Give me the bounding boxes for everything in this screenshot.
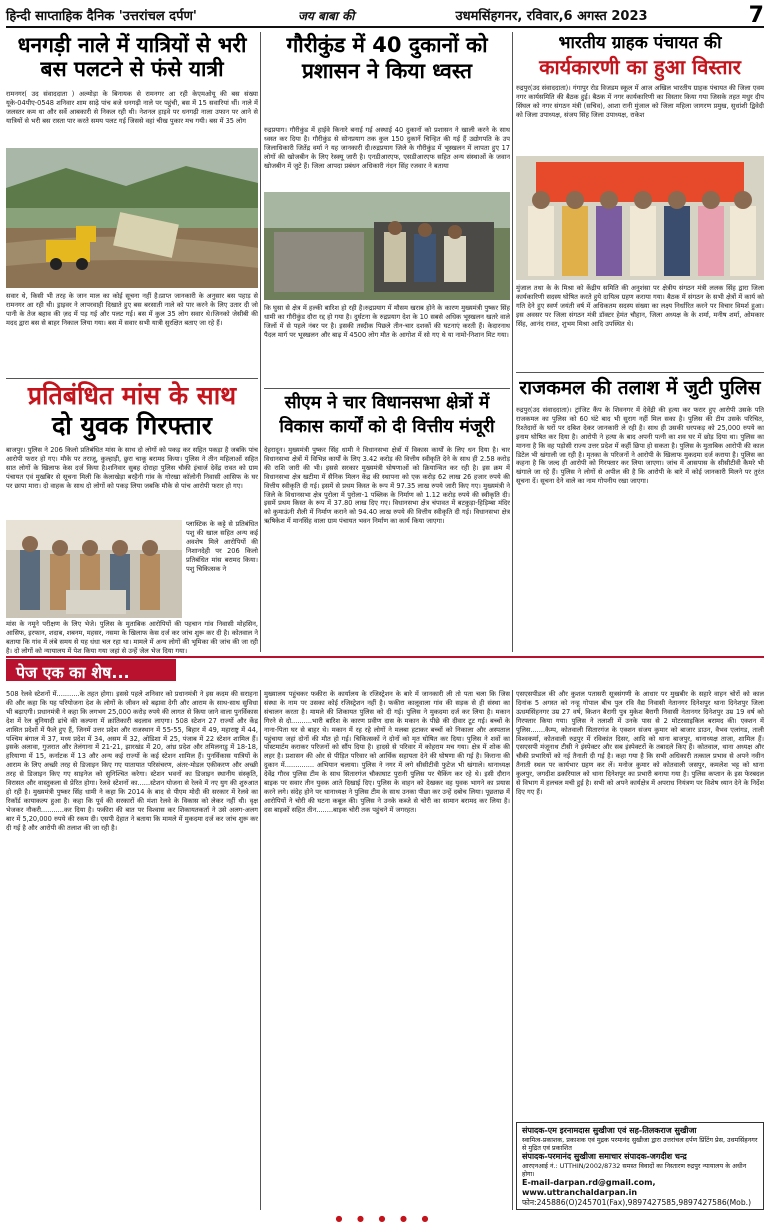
- bus-accident-photo: [6, 148, 258, 288]
- divider: [6, 378, 258, 379]
- article3-headline-line2: प्रशासन ने किया ध्वस्त: [301, 59, 472, 83]
- continuation-column-3: एसएसपीडल की और कुशल पतासरी सूत्रसंगणी के आधार पर मुखबीर के सहारे वाहन चोरों को काल दिनांक 5 अगस्त को नन्हू गोपाल बीच पुल रवि वैद्य निवासी नेतानगर दिनेशपुर थाना दिनेशपुर जिला ऊधमसिंहनगर उम्र 27 वर्ष, किशन बैरागी पुत्र मुकेश बैरागी निवासी नेतानगर दिनेशपुर उम्र 19 वर्ष को गिरफ्तार किया गया। पुलिस ने तलाशी में उनके पास से 2 मोटरसाइकिल बरामद की। एक्शन में पुलिस.......कैम्प, कोतवाली सितारगंज के एक्शन संजय कुमार को बाजार डाउन, वैभव एलांगड, ताली विश्वकर्मा, कोतवाली रुद्रपुर में रविकांत दिसर, आदि को थाना बाजपुर, थानाध्यक्ष ताजा, शामिल हैं। एसएसपी मंजूनाथ टीसी ने इंस्पेक्टर और सब इंस्पेक्टरों के तबादले किए हैं। कोतवाल, थाना अध्यक्ष और चौकी प्रभारियों को नई तैनाती दी गई है। कहा गया है कि सभी अधिकारी तत्काल प्रभाव से अपने नवीन तैनाती स्थल पर कार्यभार ग्रहण कर लें। मनोज कुमार को कोतवाली जसपुर, कमलेश भट्ट को थाना कुलपुर, जगदीश ढकरियाल को थाना दिनेशपुर का प्रभारी बनाया गया है। पुलिस कप्तान के इस फेरबदल से विभाग में हलचल मची हुई है। सभी को अपने कार्यक्षेत्र में अपराध नियंत्रण पर विशेष ध्यान देने के निर्देश दिए गए हैं।: [516, 690, 764, 796]
- article6-headline: राजकमल की तलाश में जुटी पुलिस: [519, 377, 761, 399]
- column-rule: [512, 690, 513, 1210]
- article3-body: रुद्रप्रयाग। गौरीकुंड में हाईवे किनारे बनाई गई अस्थाई 40 दुकानों को प्रशासन ने खाली करने के साथ ध्वस्त कर दिया है। गौरीकुंड से सोनप्रयाग तक कुल 150 दुकानें चिन्हित की गई हैं उद्योगपति के उप जिलाधिकारी जितेंद्र वर्मा ने यह जानकारी दी।रुद्रप्रयाग जिले के गौरीकुंड में भूस्खलन में लापता हुए 17 लोगों की खोजबीन के लिए रेस्क्यू जारी है। एनडीआरएफ, एसडीआरएफ सहित अन्य संस्थाओं के जवान खोजबीन में जुटे हैं। जिला आपदा प्रबंधन अधिकारी नंदन सिंह रजवार ने बताया: [264, 126, 510, 170]
- continued-banner: पेज एक का शेष...: [6, 659, 176, 681]
- masthead-center: जय बाबा की: [297, 8, 355, 23]
- article2-headline-line2: दो युवक गिरफ्तार: [52, 411, 212, 440]
- masthead-left: हिन्दी साप्ताहिक दैनिक 'उत्तरांचल दर्पण': [6, 9, 197, 24]
- article5-body: रुद्रपुर(उद संवाददाता)। गंगापुर रोड विजडम स्कूल में आज अखिल भारतीय ग्राहक पंचायत की जिला एवम नगर कार्यसमिति की बैठक हुई। बैठक में नगर कार्यकारिणी का विस्तार किया गया जिसके तहत मधुर दीप सिंघल को नगर संगठन मंत्री (सचिव), आशा रानी मुंजाल को जिला महिला जागरण प्रमुख, सुधांशी द्विवेदी को जिला उपाध्यक्ष, संजय सिंह जिला उपाध्यक्ष, राकेश: [516, 84, 764, 119]
- imprint-sub-editors: संपादक-परमानंद सुखीजा समाचार संपादक-जगदीश चन्द्र: [522, 1152, 687, 1161]
- imprint-box: [516, 1122, 764, 1210]
- imprint-email: E-mail-darpan.rd@gmail.com, www.uttranchaldarpan.in: [522, 1178, 656, 1197]
- article1-body-continued: सवार थे, किसी भी तरह के जान माल का कोई सूचना नहीं है।प्राप्त जानकारी के अनुसार बस पहाड़ से रामनगर आ रही थी। ड्राइवर ने लापरवाही दिखाते हुए बस बरसाती नाले को पार करने के लिए उतार दी जो पानी के तेज बहाव की ज़द में पड़ गई और पलट गई। बस में कुल 35 लोग सवार थे।जिनको जेसीबी की मदद द्वारा बस से बाहर निकाल लिया गया। बस में सवार सभी यात्री सुरक्षित बताए जा रहे हैं।: [6, 292, 258, 327]
- divider: [264, 388, 510, 389]
- article3-headline-line1: गौरीकुंड में 40 दुकानों को: [286, 33, 488, 57]
- column-rule: [512, 32, 513, 652]
- footer-ornament: ● ● ● ● ●: [335, 1214, 435, 1223]
- banner-rule: [6, 656, 764, 658]
- masthead: [6, 4, 764, 28]
- article4-headline-line1: सीएम ने चार विधानसभा क्षेत्रों में: [284, 393, 490, 413]
- group-photo: [516, 156, 764, 280]
- imprint-editors: संपादक-एम इरनामदास सुखीजा एवं सह-तिलकराज सुखीजा: [522, 1126, 697, 1135]
- article2-body-side: प्लास्टिक के कट्टे से प्रतिबंधित पशु की खाल सहित अन्य कई अवशेष मिले आरोपियों की निशानदेही पर 206 किलो प्रतिबंधित मांस बरामद किया। पशु चिकित्सक ने: [186, 520, 258, 573]
- imprint-publisher: स्वामित्व-प्रकाशक, प्रकाशक एवं मुद्रक परमानंद सुखीजा द्वारा उत्तरांचल दर्पण प्रिंटिंग प्रेस, उधमसिंहनगर से मुद्रित एवं प्रकाशित: [522, 1136, 758, 1152]
- arrest-photo: [6, 520, 182, 618]
- divider: [516, 372, 764, 373]
- column-rule: [260, 32, 261, 652]
- page-number: 7: [748, 2, 764, 28]
- continuation-column-1: 508 रेलवे स्टेशनों में...........के तहत होगा। इससे पहले शनिवार को प्रधानमंत्री ने इस कदम की सराहना की और कहा कि यह परियोजना देश के लोगों के जीवन को बढ़ावा देगी और आराम के साथ-साथ सुविधा भी बढ़ाएगी। प्रधानमंत्री ने कहा कि लगभग 25,000 करोड़ रुपये की लागत से किया जाने वाला पुनर्विकास देश में रेल बुनियादी ढांचे की कल्पना में क्रांतिकारी बदलाव लाएगा। 508 स्टेशन 27 राज्यों और केंद्र शासित प्रदेशों में फैले हुए हैं, जिनमें उत्तर प्रदेश और राजस्थान में 55-55, बिहार में 49, महाराष्ट्र में 44, पश्चिम बंगाल में 37, मध्य प्रदेश में 34, असम में 32, ओडिशा में 25, पंजाब में 22 स्टेशन शामिल हैं। इसके अलावा, गुजरात और तेलंगाना में 21-21, झारखंड में 20, आंध्र प्रदेश और तमिलनाडु में 18-18, हरियाणा में 15, कर्नाटक में 13 और अन्य कई राज्यों के कई स्टेशन शामिल हैं। पुनर्विकास यात्रियों के आराम के लिए अच्छी तरह से डिजाइन किए गए यातायात परिसंचरण, अंतर-मोडल एकीकरण और अच्छी तरह से डिजाइन किए गए साइनेज को सुनिश्चित करेगा। स्टेशन भवनों का डिजाइन स्थानीय संस्कृति, विरासत और वास्तुकला से प्रेरित होगा। रेलवे स्टेशनों का......स्टेशन योजना से रेलवे में नए युग की शुरुआत हो रही है। मुख्यमंत्री पुष्कर सिंह धामी ने कहा कि 2014 के बाद से पीएम मोदी की सरकार में रेलवे का रिकॉर्ड कायाकल्प हुआ है। कहा कि पूर्व की सरकारों की मंशा रेलवे के विकास को लेकर नहीं थी। वृक्ष भेजकर नौकरी...........कर दिया है। फकीरा की बात पर विश्वास कर शिकायतकर्ता ने उसे अलग-अलग बार में 5,20,000 रुपये की रकम दी। एसपी देहात ने बताया कि मामले में मुकदमा दर्ज कर जांच शुरू कर दी गई है और आरोपी की तलाश की जा रही है।: [6, 690, 258, 832]
- imprint-phone: फोन:245886(O)245701(Fax),9897427585,9897427586(Mob.): [522, 1198, 752, 1207]
- article5-headline-line1: भारतीय ग्राहक पंचायत की: [558, 33, 722, 53]
- article4-headline-line2: विकास कार्यों को दी वित्तीय मंजूरी: [279, 417, 495, 437]
- article3-body-continued: कि घुसा से क्षेत्र में हल्की बारिश हो रही है।रुद्रप्रयाग में मौसम खराब होने के कारण मुख्यमंत्री पुष्कर सिंह धामी का गौरीकुंड दौरा रद्द हो गया है। दुर्घटना के रुद्रप्रयाग देश के 10 सबसे अधिक भूस्खलन खतरे वाले जिलों में से पहले नंबर पर है। इसकी तस्दीक पिछले तीन-चार दशकों की घटनाएं करती हैं। केदारनाथ पैदल मार्ग पर भूस्खलन और बाढ़ में 4500 लोग मौत के आगोश में सो गए थे या नामो-निशान मिट गया।: [264, 304, 510, 339]
- article6-body: रुद्रपुर(उद संवाददाता)। ट्रांजिट कैंप के शिवनगर में देवेंद्री की हत्या कर फरार हुए आरोपी उसके पति राजकमल का पुलिस को 60 घंटे बाद भी सुराग नहीं मिल सका है। पुलिस की टीम उसके परिचित, रिश्तेदारों के घरों पर दबिश देकर जानकारी ले रही है। साथ ही उसकी धरपकड़ को 25,000 रुपये का इनाम घोषित कर दिया है। आरोपी ने हत्या के बाद अपनी पत्नी का शव घर में छोड़ दिया था। पुलिस का मानना है कि वह पड़ोसी राज्य उत्तर प्रदेश में कहीं छिपा हो सकता है। पुलिस के मुताबिक आरोपी की काल डिटेल भी खंगाली जा रही है। मृतका के परिजनों ने आरोपी के खिलाफ मुकदमा दर्ज कराया है। पुलिस का कहना है कि जल्द ही आरोपी को गिरफ्तार कर लिया जाएगा। जांच में आसपास के सीसीटीवी कैमरे भी खंगाले जा रहे हैं। पुलिस ने लोगों से अपील की है कि आरोपी के बारे में कोई जानकारी मिलने पर तुरंत सूचना दें। सूचना देने वाले का नाम गोपनीय रखा जाएगा।: [516, 406, 764, 486]
- article1-body: रामनगर( उद संवाददाता ) अल्मोड़ा के बिनायक से रामनगर आ रही केएमओयू की बस संख्या यूके-04पीए-0548 शनिवार शाम साढ़े पांच बजे धनगढ़ी नाले पर पहुंची, बस में 15 सवारियां थीं। नाले में जलस्तर कम था और सर्वे आबकारी से निकल रही थी। नेशनल हाइवे पर धनगढ़ी नाला उफान पर आने से यात्रियों से भरी बस रास्ता पार करते समय पलट गई जिससे वहां चीख पुकार मच गयी। बस में 35 लोग: [6, 90, 258, 125]
- article4-body: देहरादून। मुख्यमंत्री पुष्कर सिंह धामी ने विधानसभा क्षेत्रों में विकास कार्यों के लिए धन दिया है। चार विधानसभा क्षेत्रों में विभिन्न कार्यों के लिए 3.42 करोड़ की वित्तीय स्वीकृति देने के साथ ही 2.58 करोड़ की राशि जारी की भी। इससे सरकार मुख्यमंत्री घोषणाओं को क्रियान्वित कर रही है। इस क्रम में विधानसभा क्षेत्र खटीमा में सैनिक मिलन केंद्र की स्थापना को एक करोड़ 62 लाख 26 हजार रुपये की वित्तीय स्वीकृति दी गई। इसमें से प्रथम किस्त के रूप में 97.35 लाख रुपये जारी किए गए। मुख्यमंत्री ने जिले के विधानसभा क्षेत्र पुरोला में पुरोला-1 पब्लिक के निर्माण को 1.12 करोड़ रुपये की स्वीकृति दी। इसमें प्रथम किस्त के रूप में 37.80 लाख दिए गए। विधानसभा क्षेत्र चंपावत में बटकुड़ा-हिड़िम्बा मंदिर को कुमाऊंनी शैली में निर्माण कराने को 94.40 लाख रुपये की वित्तीय स्वीकृति दी गई। विधानसभा क्षेत्र ऋषिकेश में मानसिंह वाला ग्राम पंचायत भवन निर्माण का कार्य किया जाएगा।: [264, 446, 510, 526]
- article5-body-continued: मुंजाल तथा के के मिश्रा को केंद्रीय समिति की अनुशंसा पर क्षेत्रीय संगठन मंत्री ललक सिंह द्वारा जिला कार्यकारिणी सदस्य घोषित करते हुये दायित्व ग्रहण कराया गया। बैठक में संगठन के सभी क्षेत्रों में कार्य को गति देने हुए स्वर्ण जयंती वर्ष में अधिकतम सदस्य संख्या का लक्ष्य निर्धारित करने पर विचार विमर्श हुआ। इस अवसर पर जिला संगठन मंत्री डॉक्टर हेमंत चौहान, जिला अध्यक्ष के के शर्मा, मनीष शर्मा, ओमकार सिंह, आनंद रावत, शुभम मिश्रा आदि उपस्थित थे।: [516, 284, 764, 328]
- article5-headline-line2: कार्यकारणी का हुआ विस्तार: [539, 55, 741, 79]
- column-rule: [260, 690, 261, 1210]
- demolition-photo: [264, 192, 510, 300]
- article2-body: बाजपुर। पुलिस ने 206 किलो प्रतिबंधित मांस के साथ दो लोगों को पकड़ कर सहित पकड़ा है जबकि पांच आरोपी फरार हो गए। मौके पर तराजू, कुल्हाड़ी, छुरा चाकू बरामद किया। पुलिस ने तीन महिलाओं सहित सात लोगों के खिलाफ केस दर्ज किया है।शनिवार सुबह दोराहा पुलिस चौकी इंचार्ज देवेंद्र रावत को ग्राम पंचायत एवं मुखबिर से सूचना मिली कि केलाखेड़ा बरहैनी गांव के गोरखा कॉलोनी निवासी आसिफ के घर पर छापा मारा। दो वाहक के साथ दो लोगों को पकड़ लिया जबकि मौके से पांच आरोपी फरार हो गए।: [6, 446, 258, 490]
- imprint-rni: आरएनआई नं.: UTTHIN/2002/8732 समस्त विवादों का निस्तारण रुद्रपुर न्यायालय के अधीन होगा।: [522, 1162, 747, 1178]
- article2-headline-line1: प्रतिबंधित मांस के साथ: [27, 381, 237, 410]
- masthead-right: उधमसिंहगनर, रविवार,6 अगस्त 2023: [455, 9, 648, 24]
- article1-headline: धनगड़ी नाले में यात्रियों से भरी बस पलटने से फंसे यात्री: [17, 33, 247, 81]
- article2-body-continued: मांस के नमूने परीक्षण के लिए भेजे। पुलिस के मुताबिक आरोपियों की पहचान गांव निवासी मोहसिन, आसिफ, इरफान, शदाब, शबनम, महसर, नसमा के खिलाफ केस दर्ज कर जांच शुरू कर दी है। कोतवाल ने बताया कि गांव में लंबे समय से यह धंधा चल रहा था। मामले में अन्य लोगों की भूमिका की जांच की जा रही है। दो लोगों को न्यायालय में पेश किया गया जहां से उन्हें जेल भेज दिया गया।: [6, 620, 258, 654]
- continuation-column-2: मुख्यालय पहुंचकर फकीरा के कार्यालय के रजिस्ट्रेशन के बारे में जानकारी ली तो पता चला कि जिस संस्था के नाम पर उसका कोई रजिस्ट्रेशन नहीं है। फकीरा कालूवाला गांव की सड़क से ही संस्था का संचालन करता है। मामले की शिकायत पुलिस को दी गई। पुलिस ने मुकदमा दर्ज कर लिया है। मकान गिरने से दो..........भारी बारिश के कारण प्रवीण दास के मकान के पीछे की दीवार टूट गई। बच्चों के नाना-पिता घर से बाहर थे। मकान में रह रहे लोगों ने मलबा हटाकर बच्चों को निकाला और अस्पताल पहुंचाया जहां दोनों की मौत हो गई। चिकित्सकों ने दोनों को मृत घोषित कर दिया। पुलिस ने शवों का पोस्टमार्टम कराकर परिजनों को सौंप दिया है। हादसे से परिवार में कोहराम मच गया। क्षेत्र में शोक की लहर है। प्रशासन की ओर से पीड़ित परिवार को आर्थिक सहायता देने की घोषणा की गई है। किराना की दुकान में.............. अभियान चलाया। पुलिस ने नगर में लगे सीसीटीवी फुटेज भी खंगाले। थानाध्यक्ष देवेंद्र गौरव पुलिस टीम के साथ सितारगंज चौकाघाट पुरानी पुलिस पर चैकिंग कर रहे थे। इसी दौरान बाइक पर सवार तीन युवक आते दिखाई दिए। पुलिस के वाहन को देखकर वह युवक भागने का प्रयास करने लगे। संदेह होने पर थानाध्यक्ष ने पुलिस टीम के साथ उनका पीछा कर उन्हें दबोच लिया। पूछताछ में आरोपियों ने चोरी की घटना कबूल की। पुलिस ने उनके कब्जे से चोरी का सामान बरामद कर लिया है। दस बाइकों सहित तीन........बाइक चोरी तक पहुंचने में जगरहत।: [264, 690, 510, 814]
